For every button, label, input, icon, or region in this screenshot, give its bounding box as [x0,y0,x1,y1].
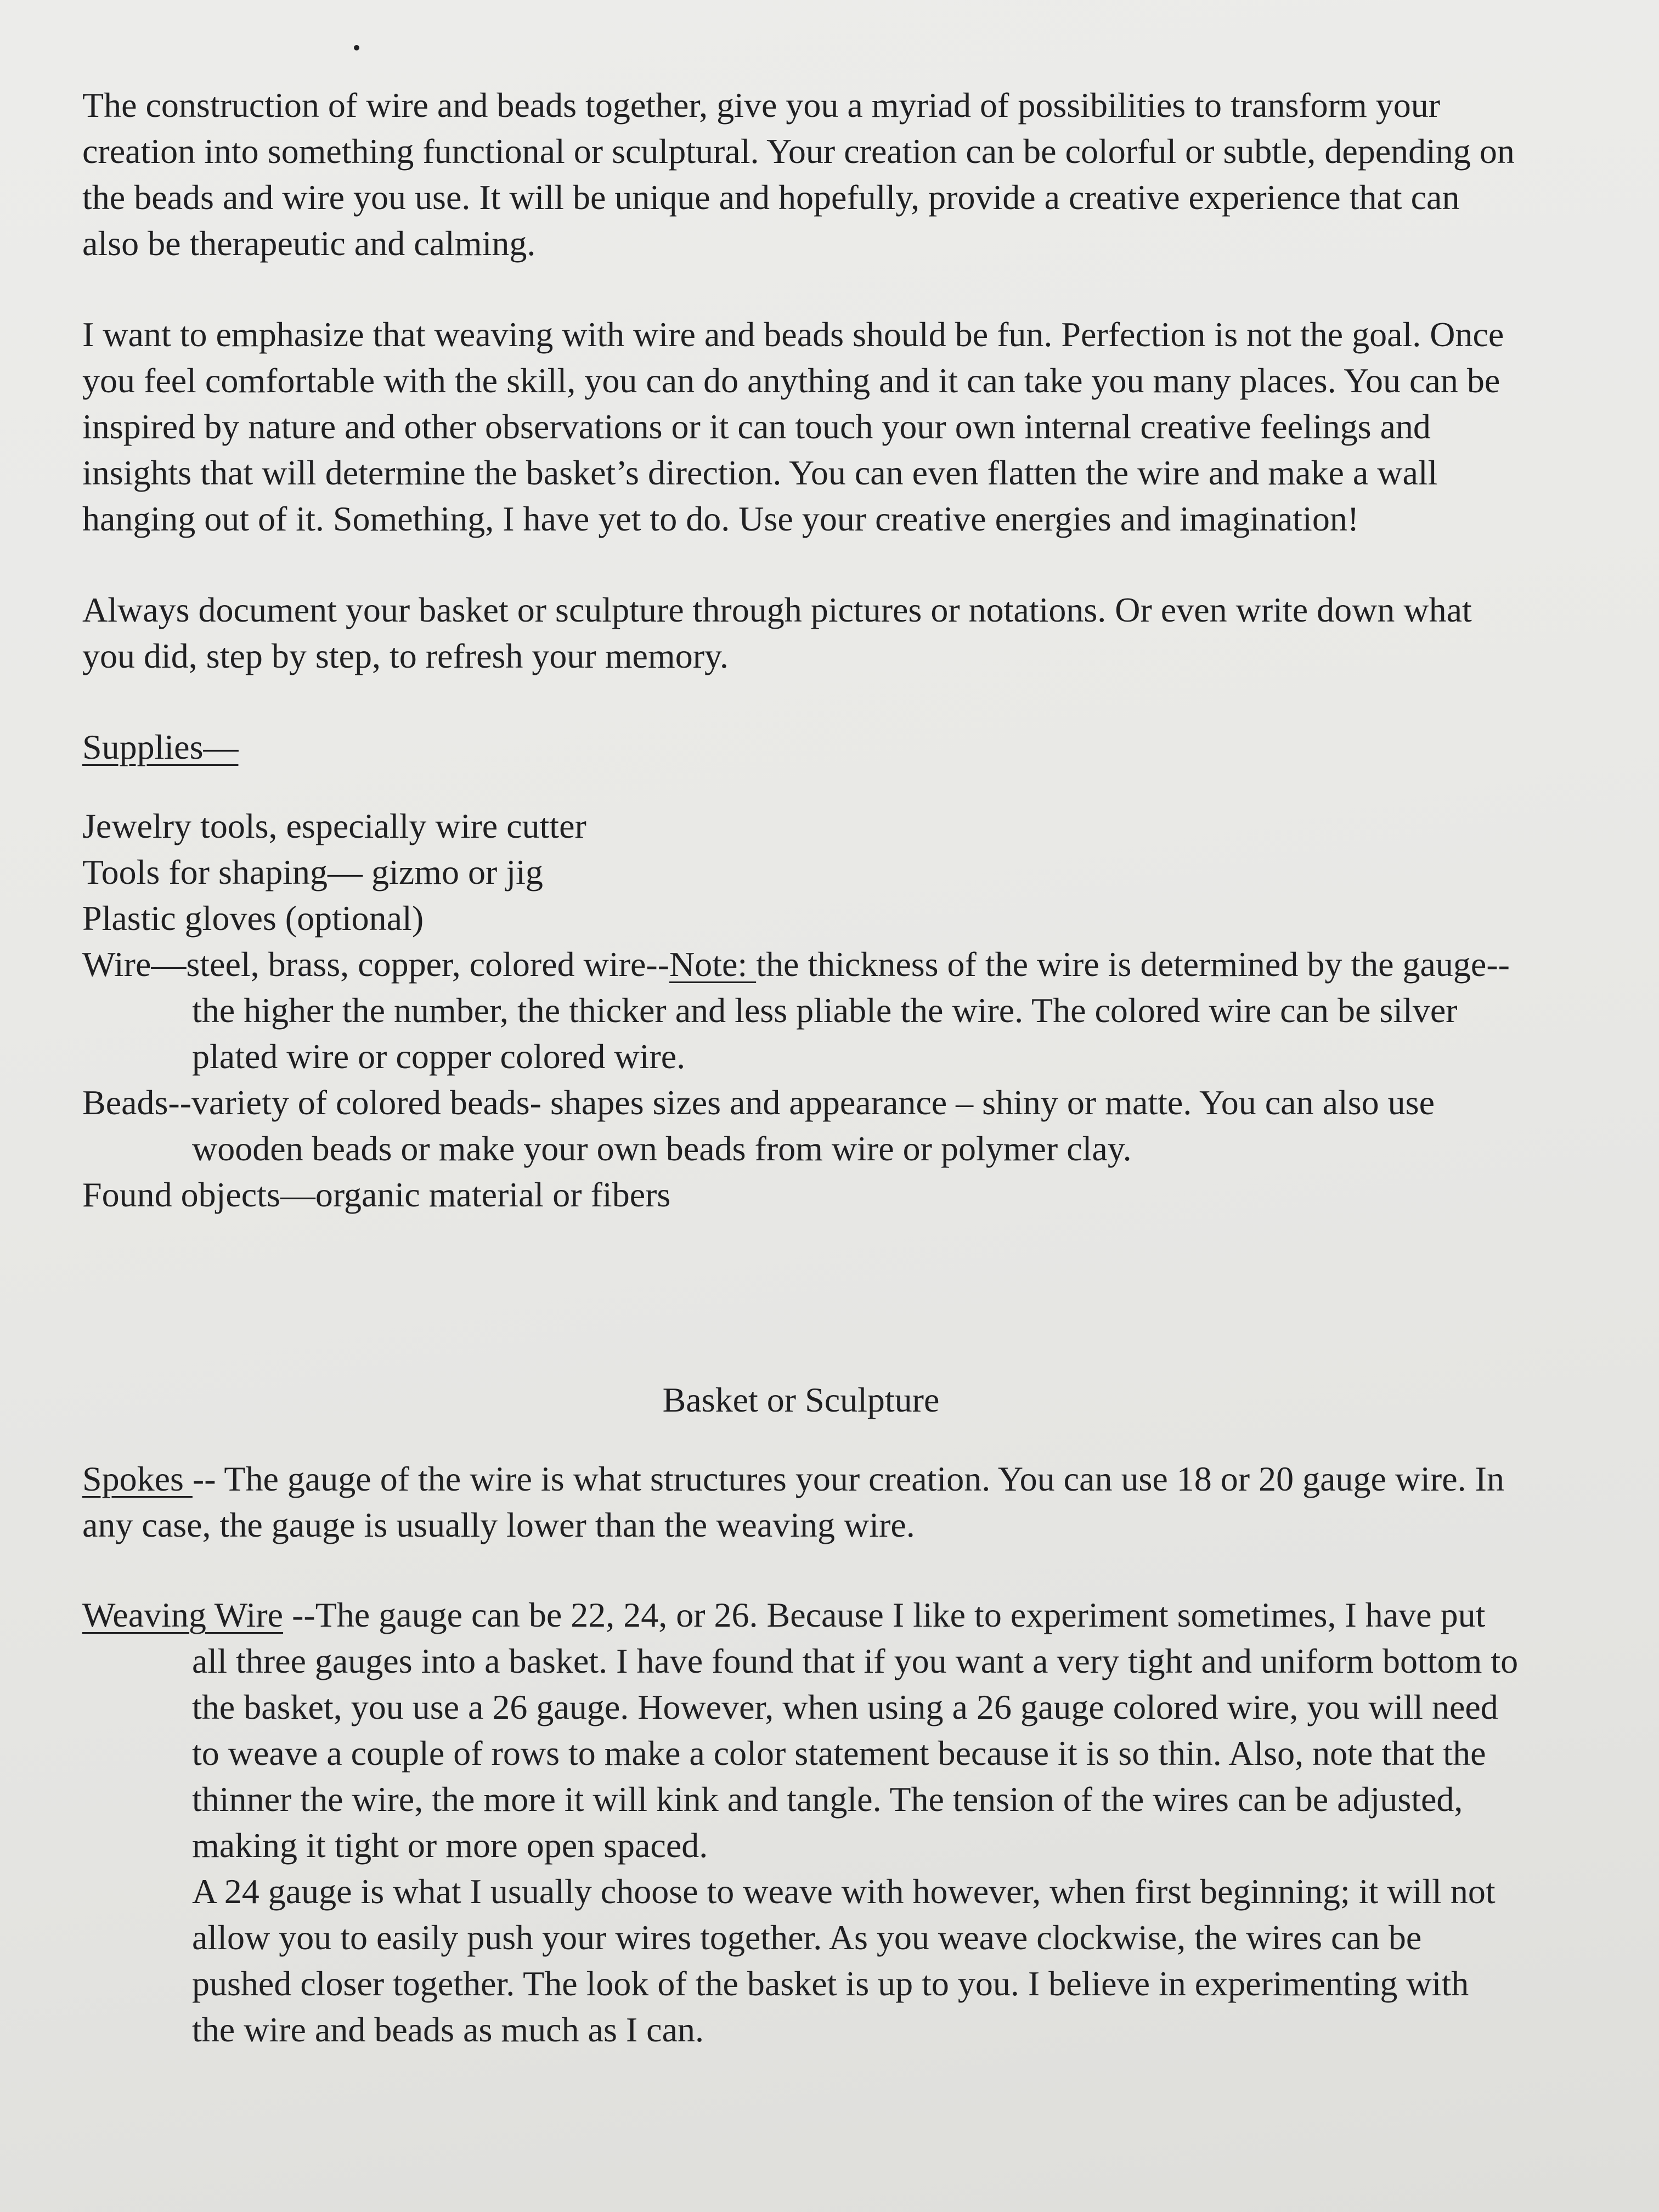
wire-lead: Wire—steel, brass, copper, colored wire-- [82,945,669,984]
section-gap [82,1218,1520,1377]
spokes-definition [82,1456,1520,1548]
weaving-wire-text: --The gauge can be 22, 24, or 26. Because I like to experiment sometimes, I have put all three gauges into a basket. I have found that if you want a very tight and uniform bottom to the basket, you use a 26 gauge. However, when using a 26 gauge colored wire, you will need to weave a couple of rows to make a color statement because it is so thin. Also, note that the thinner the wire, the more it will kink and tangle. The tension of the wires can be adjusted, making it tight or more open spaced. [192,1595,1519,1865]
supply-item-wire [82,941,1520,1080]
wire-note-text: the thickness of the wire is determined by the gauge-- the higher the number, the thicker and less pliable the wire. The colored wire can be silver plated wire or copper colored wire. [192,945,1510,1076]
supply-item: Plastic gloves (optional) [82,899,424,938]
ink-speck [354,45,359,50]
supply-item-found-objects: Found objects—organic material or fibers [82,1175,671,1214]
section-title: Basket or Sculpture [662,1380,940,1419]
weaving-wire-paragraph-2: A 24 gauge is what I usually choose to weave with however, when first beginning; it will not allow you to easily push your wires together. As you weave clockwise, the wires can be pushed closer together. The look of the basket is up to you. I believe in experimenting with the wire and beads as much as I can. [192,1872,1496,2049]
supplies-list [82,803,1520,1218]
supply-item: Jewelry tools, especially wire cutter [82,806,586,845]
supply-item: Tools for shaping— gizmo or jig [82,853,543,891]
spokes-text: -- The gauge of the wire is what structures your creation. You can use 18 or 20 gauge wire. In any case, the gauge is usually lower than the weaving wire. [82,1459,1504,1544]
intro-paragraph-1: The construction of wire and beads together, give you a myriad of possibilities to transform your creation into something functional or sculptural. Your creation can be colorful or subtle, depending on the beads and wire you use. It will be unique and hopefully, provide a creative experience that can also be therapeutic and calming. [82,86,1515,263]
supplies-heading-text: Supplies— [82,727,239,766]
weaving-wire-definition [82,1592,1520,1869]
weaving-wire-label: Weaving Wire [82,1595,284,1634]
intro-paragraph-2: I want to emphasize that weaving with wire and beads should be fun. Perfection is not the goal. Once you feel comfortable with the skill, you can do anything and it can take you many places. You can be inspired by nature and other observations or it can touch your own internal creative feelings and insights that will determine the basket’s direction. You can even flatten the wire and make a wall hanging out of it. Something, I have yet to do. Use your creative energies and imagination! [82,315,1504,538]
document-body [82,82,1520,2053]
intro-paragraph-3: Always document your basket or sculpture through pictures or notations. Or even write down what you did, step by step, to refresh your memory. [82,590,1472,675]
wire-note-label: Note: [669,945,757,984]
supply-item-beads: Beads--variety of colored beads- shapes sizes and appearance – shiny or matte. You can also use wooden beads or make your own beads from wire or polymer clay. [82,1083,1435,1168]
supplies-heading [82,724,1520,770]
spokes-label: Spokes [82,1459,193,1498]
